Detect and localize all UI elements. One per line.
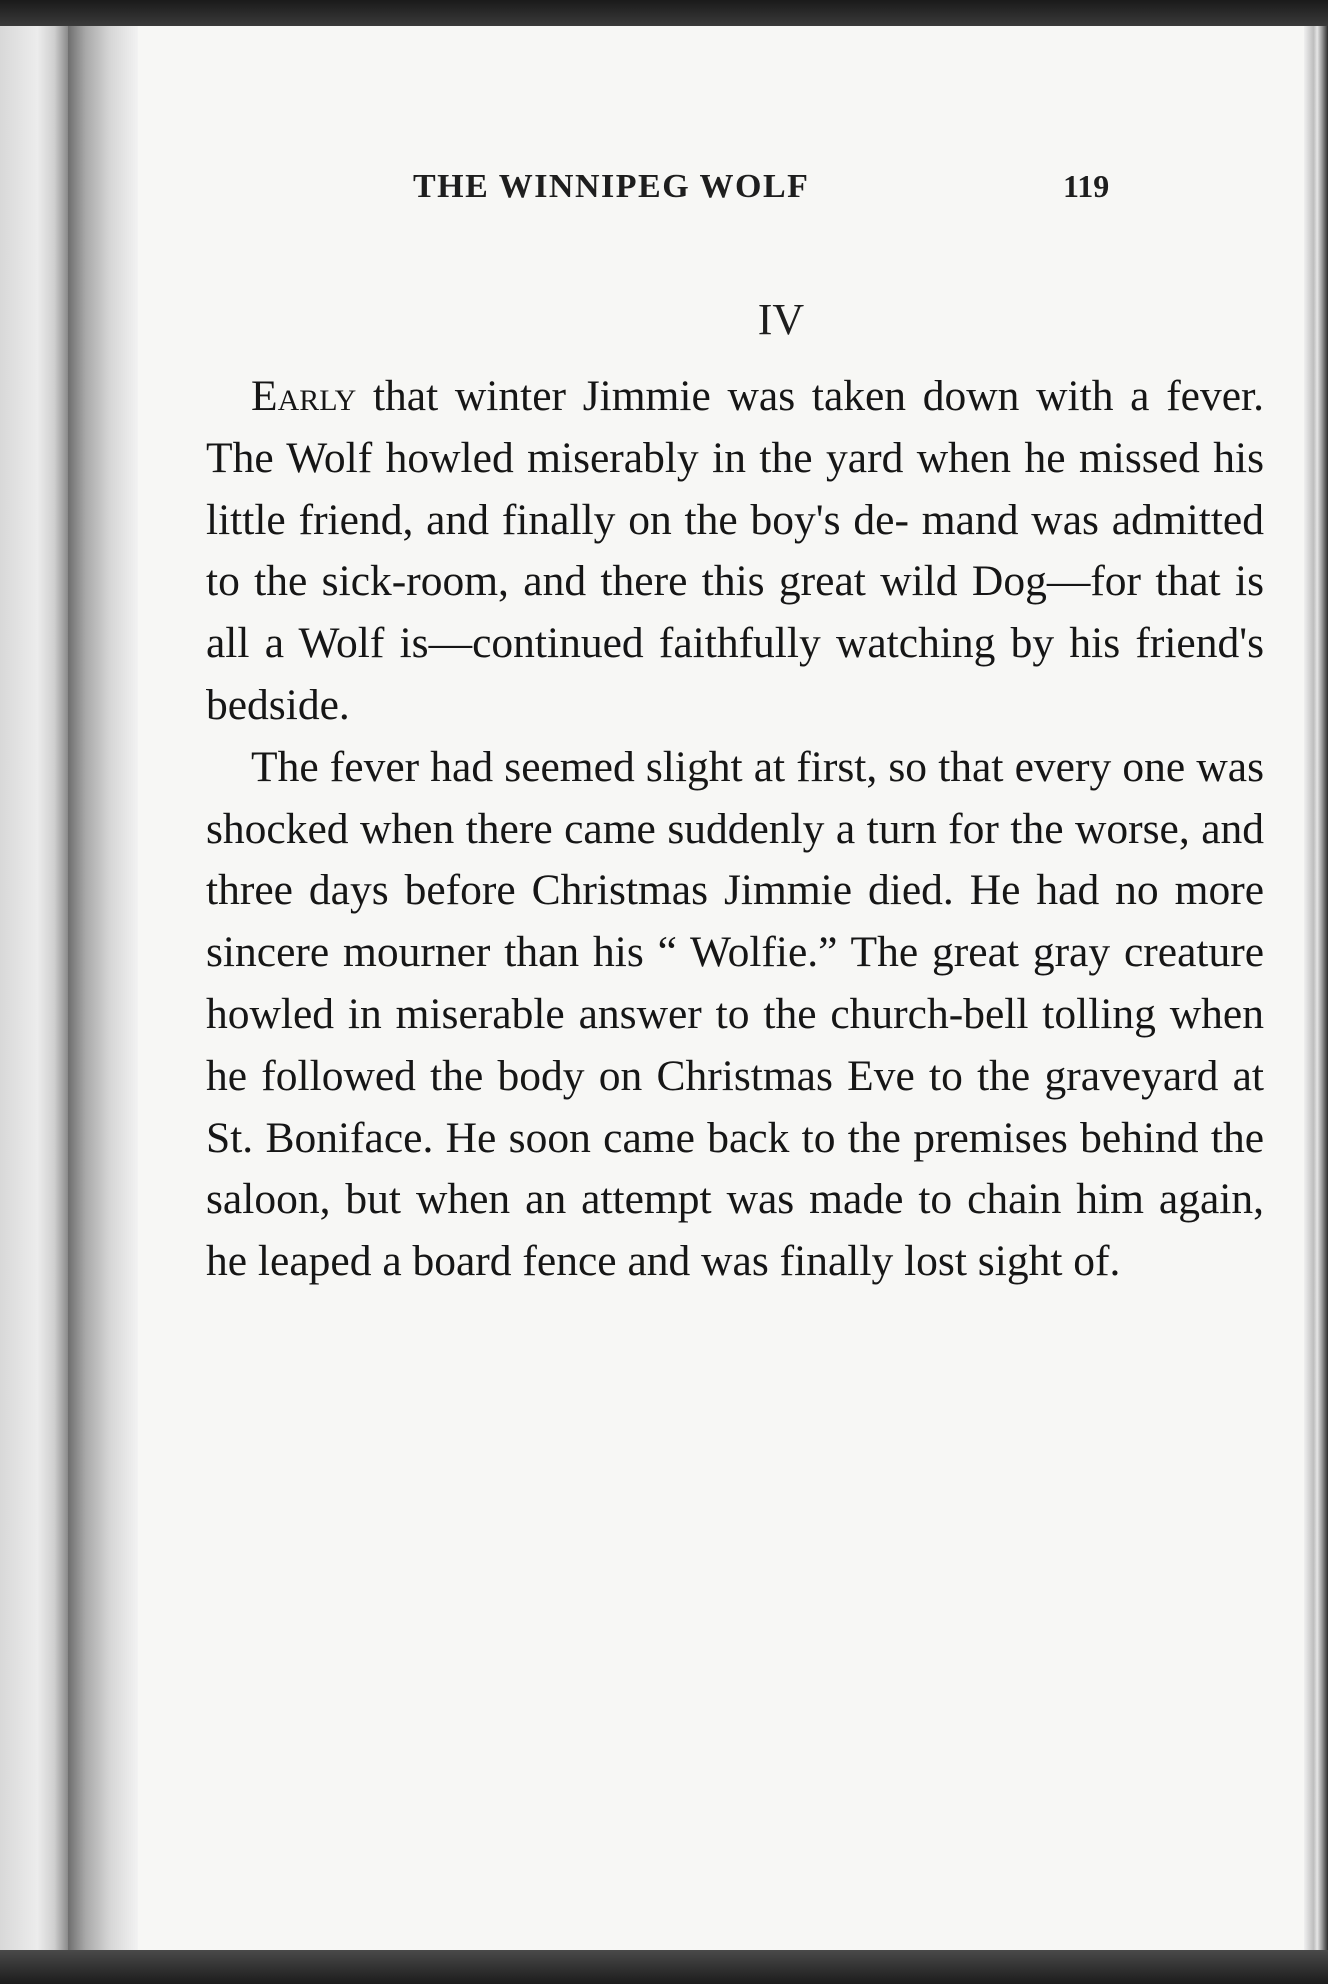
scan-bottom-edge: [0, 1950, 1328, 1984]
lead-word-small-caps: Early: [251, 372, 357, 420]
page-number: 119: [1063, 168, 1110, 204]
chapter-numeral: IV: [757, 295, 805, 344]
paragraph-1: [206, 366, 1264, 737]
scan-top-edge: [0, 0, 1328, 26]
page-header: [138, 148, 1304, 208]
binding-gutter: [68, 26, 138, 1950]
running-head: THE WINNIPEG WOLF: [413, 168, 810, 205]
book-page: [138, 26, 1304, 1950]
body-text: [206, 366, 1264, 1293]
page-fore-edge: [1304, 26, 1328, 1950]
facing-page-edge: [0, 26, 68, 1950]
paragraph-2: The fever had seemed slight at first, so that every one was shocked when there came suddenly a turn for the worse, and three days before Christmas Jimmie died. He had no more sincere mourner than his “ Wolfie.” The great gray creature howled in miserable answer to the church-bell tolling when he followed the body on Christmas Eve to the graveyard at St. Boniface. He soon came back to the premises behind the saloon, but when an attempt was made to chain him again, he leaped a board fence and was finally lost sight of.: [206, 742, 1264, 1286]
paragraph-1-text: that winter Jimmie was taken down with a fever. The Wolf howled miserably in the yard when he missed his little friend, and finally on the boy's de- mand was admitted to the sick-room, and there this great wild Dog—for that is all a Wolf is—continued faithfully watching by his friend's bedside.: [206, 372, 1264, 729]
